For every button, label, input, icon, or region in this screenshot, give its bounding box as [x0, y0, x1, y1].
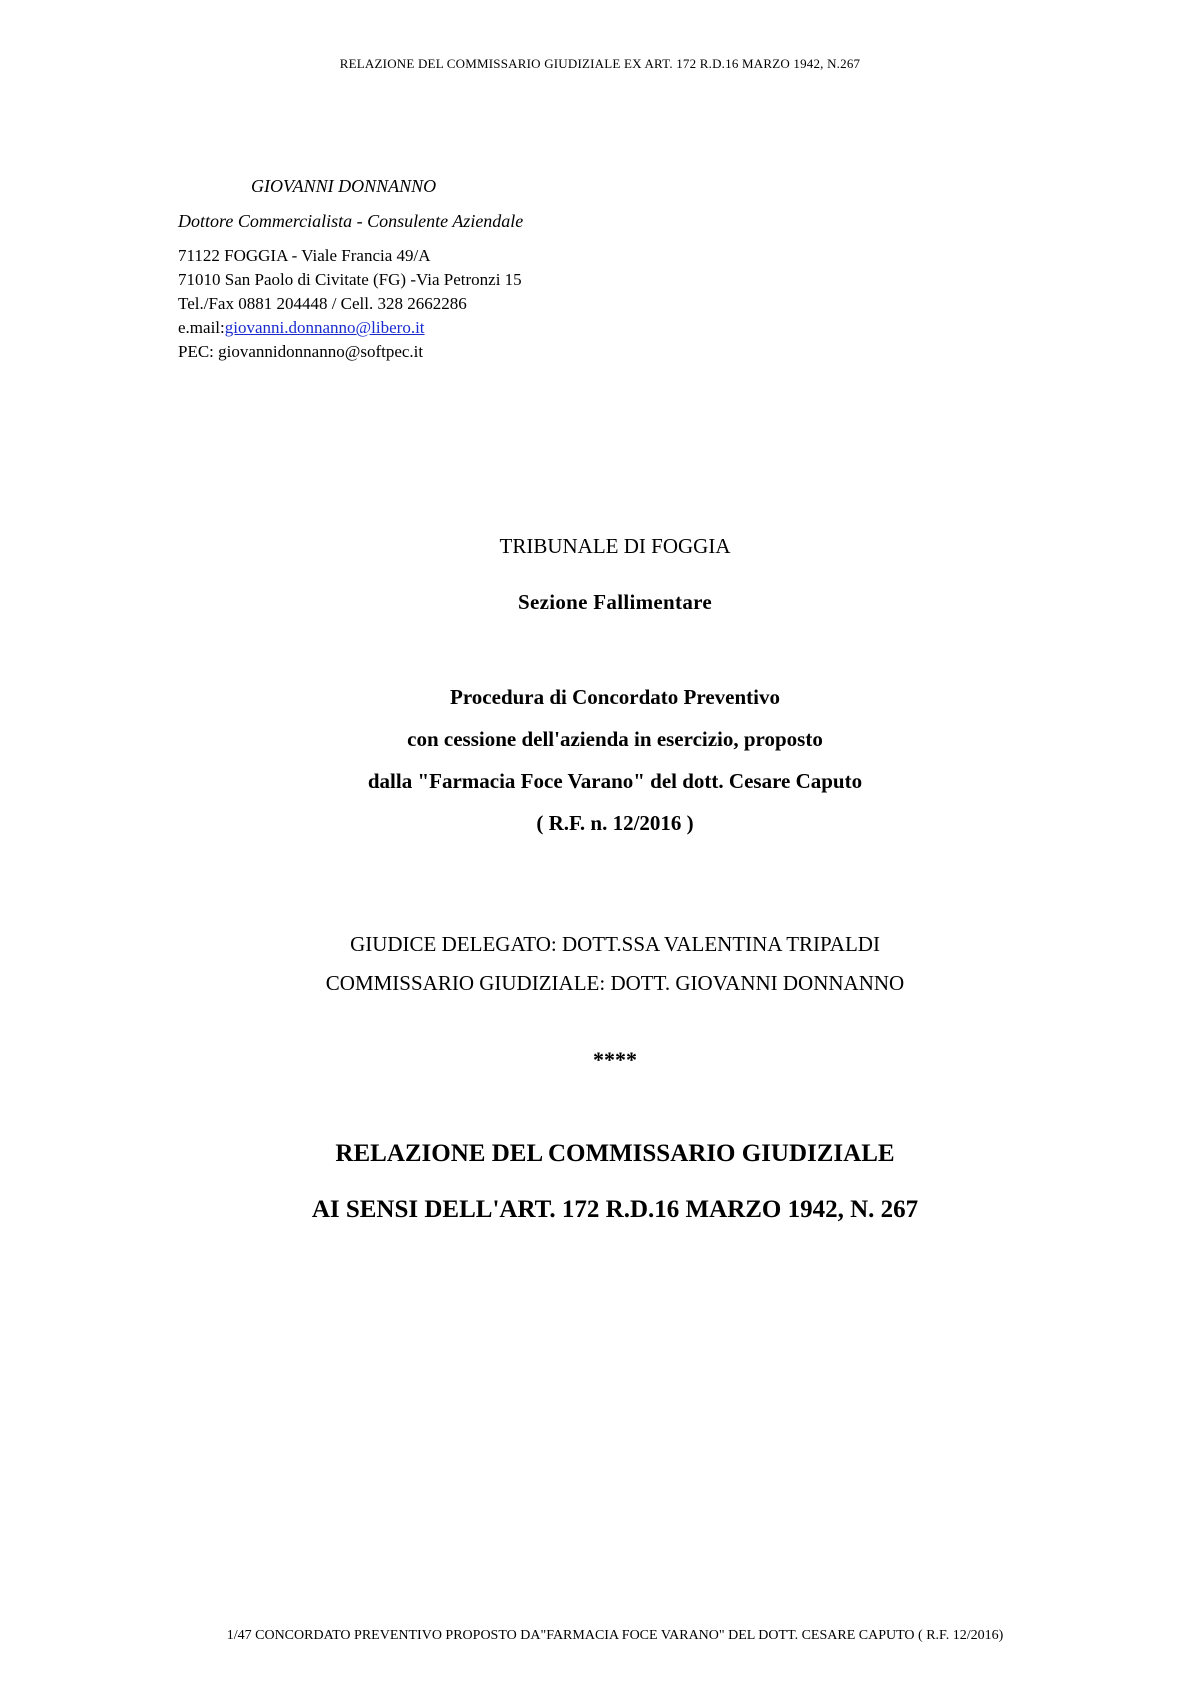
- court-section: Sezione Fallimentare: [518, 590, 712, 614]
- report-title: [0, 1126, 1200, 1238]
- judicial-commissioner: COMMISSARIO GIUDIZIALE: DOTT. GIOVANNI DONNANNO: [325, 971, 905, 995]
- report-title-line-2: AI SENSI DELL'ART. 172 R.D.16 MARZO 1942, N. 267: [311, 1196, 919, 1223]
- email-link[interactable]: giovanni.donnanno@libero.it: [224, 318, 425, 337]
- running-footer: 1/47 CONCORDATO PREVENTIVO PROPOSTO DA"FARMACIA FOCE VARANO" DEL DOTT. CESARE CAPUTO ( R.F. 12/2016): [226, 1628, 1004, 1643]
- pec-line: PEC: giovannidonnanno@softpec.it: [178, 342, 424, 361]
- running-header: RELAZIONE DEL COMMISSARIO GIUDIZIALE EX ART. 172 R.D.16 MARZO 1942, N.267: [339, 56, 861, 71]
- court-name: TRIBUNALE DI FOGGIA: [499, 534, 731, 558]
- address-line-1: 71122 FOGGIA - Viale Francia 49/A: [178, 246, 431, 265]
- procedure-line-2: con cessione dell'azienda in esercizio, proposto: [407, 727, 823, 751]
- letterhead: [178, 176, 878, 364]
- address-line-2: 71010 San Paolo di Civitate (FG) -Via Petronzi 15: [178, 270, 522, 289]
- email-label: e.mail:: [178, 318, 225, 337]
- procedure-line-4: ( R.F. n. 12/2016 ): [536, 811, 694, 835]
- officials: [0, 925, 1200, 1003]
- procedure-description: [0, 676, 1200, 844]
- author-name: GIOVANNI DONNANNO: [251, 176, 437, 196]
- delegated-judge: GIUDICE DELEGATO: DOTT.SSA VALENTINA TRIPALDI: [350, 932, 880, 956]
- section-separator: ****: [593, 1047, 637, 1072]
- procedure-line-1: Procedura di Concordato Preventivo: [450, 685, 780, 709]
- procedure-line-3: dalla "Farmacia Foce Varano" del dott. Cesare Caputo: [367, 769, 863, 793]
- phone-line: Tel./Fax 0881 204448 / Cell. 328 2662286: [178, 294, 467, 313]
- email-line: [178, 316, 878, 340]
- report-title-line-1: RELAZIONE DEL COMMISSARIO GIUDIZIALE: [335, 1140, 895, 1167]
- author-title: Dottore Commercialista - Consulente Aziendale: [178, 211, 524, 231]
